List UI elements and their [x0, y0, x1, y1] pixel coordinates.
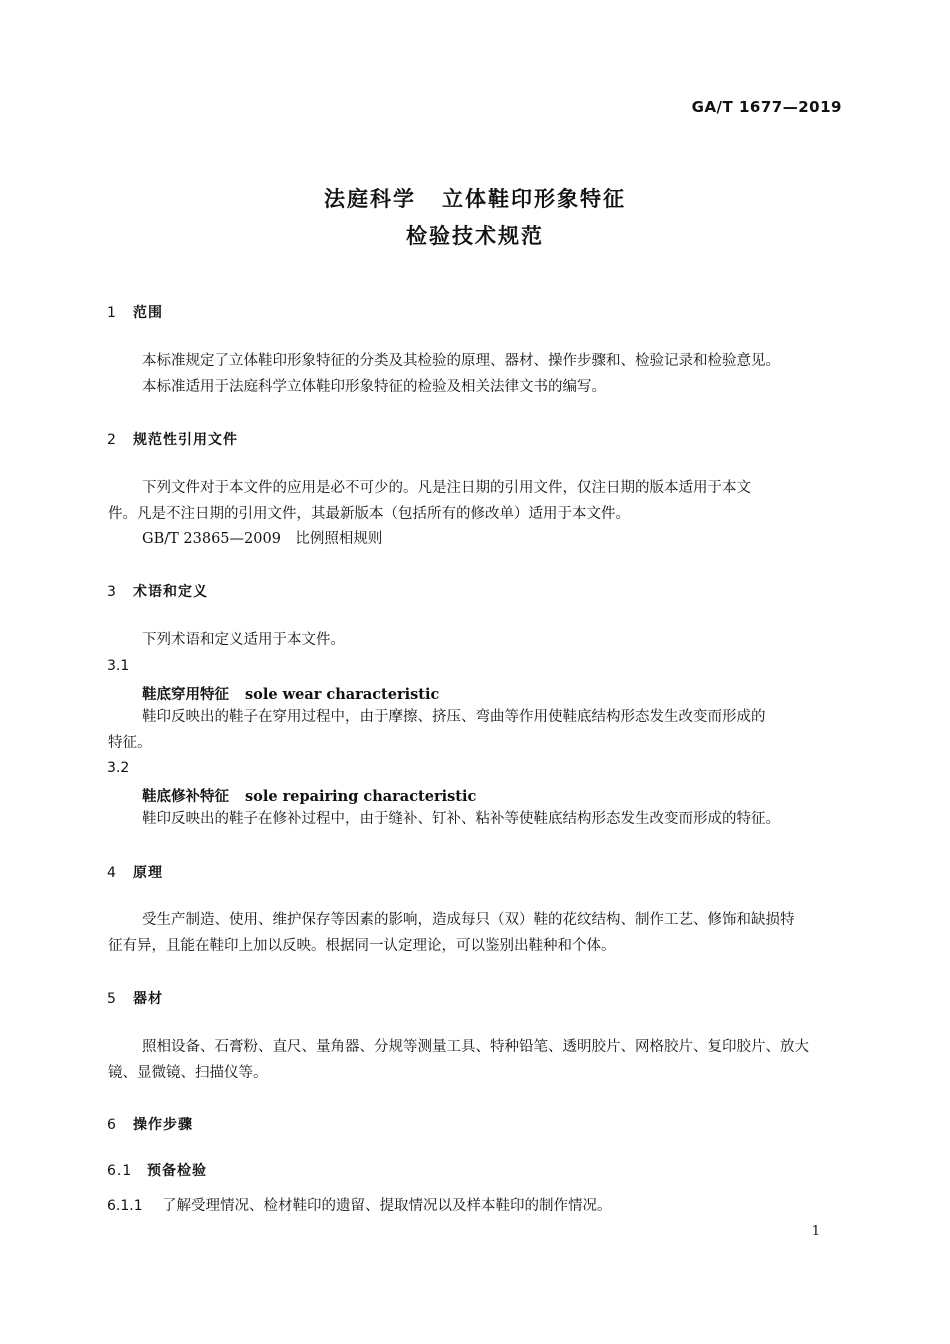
term-definition-line: 特征。 — [108, 735, 152, 751]
section-heading-scope — [107, 302, 163, 322]
term-number: 3.2 — [107, 760, 130, 776]
section-number: 5 — [107, 991, 117, 1007]
term-title — [142, 785, 476, 806]
section-heading-procedure — [107, 1114, 193, 1134]
section-heading-principle — [107, 862, 163, 882]
reference-entry: GB/T 23865—2009 比例照相规则 — [142, 531, 383, 547]
subsection-number: 6.1 — [107, 1163, 133, 1179]
document-title-line1 — [0, 183, 950, 213]
term-title — [142, 683, 439, 704]
paragraph-line: 镜、显微镜、扫描仪等。 — [108, 1065, 268, 1081]
section-number: 6 — [107, 1117, 117, 1133]
section-title: 操作步骤 — [133, 1117, 193, 1133]
term-en: sole repairing characteristic — [245, 788, 477, 805]
clause-number: 6.1.1 — [107, 1198, 143, 1214]
section-number: 1 — [107, 305, 117, 321]
term-number: 3.1 — [107, 658, 130, 674]
clause-text: 了解受理情况、检材鞋印的遗留、提取情况以及样本鞋印的制作情况。 — [162, 1198, 612, 1214]
clause-6-1-1 — [107, 1194, 612, 1215]
term-zh: 鞋底修补特征 — [142, 789, 229, 805]
standard-number: GA/T 1677—2019 — [691, 98, 842, 116]
title-part-b: 立体鞋印形象特征 — [442, 187, 626, 211]
section-number: 2 — [107, 432, 117, 448]
paragraph-line: 件。凡是不注日期的引用文件，其最新版本（包括所有的修改单）适用于本文件。 — [108, 506, 630, 522]
section-title: 规范性引用文件 — [133, 432, 238, 448]
document-title-line2: 检验技术规范 — [406, 224, 544, 248]
subsection-heading-preliminary — [107, 1160, 207, 1180]
section-heading-equipment — [107, 988, 163, 1008]
section-title: 原理 — [133, 865, 163, 881]
section-title: 范围 — [133, 305, 163, 321]
section-number: 4 — [107, 865, 117, 881]
section-heading-terms-definitions — [107, 581, 208, 601]
section-number: 3 — [107, 584, 117, 600]
term-zh: 鞋底穿用特征 — [142, 687, 229, 703]
term-definition: 鞋印反映出的鞋子在修补过程中，由于缝补、钉补、粘补等使鞋底结构形态发生改变而形成的特征。 — [142, 811, 780, 827]
paragraph: 下列术语和定义适用于本文件。 — [142, 632, 345, 648]
title-part-a: 法庭科学 — [324, 187, 416, 211]
paragraph: 本标准适用于法庭科学立体鞋印形象特征的检验及相关法律文书的编写。 — [142, 379, 606, 395]
paragraph-line: 征有异，且能在鞋印上加以反映。根据同一认定理论，可以鉴别出鞋种和个体。 — [108, 938, 616, 954]
paragraph-line: 下列文件对于本文件的应用是必不可少的。凡是注日期的引用文件，仅注日期的版本适用于本文 — [142, 480, 751, 496]
section-title: 术语和定义 — [133, 584, 208, 600]
term-en: sole wear characteristic — [245, 686, 440, 703]
section-heading-normative-references — [107, 429, 238, 449]
paragraph-line: 照相设备、石膏粉、直尺、量角器、分规等测量工具、特种铅笔、透明胶片、网格胶片、复印胶片、放大 — [142, 1039, 809, 1055]
page-number: 1 — [811, 1224, 820, 1239]
section-title: 器材 — [133, 991, 163, 1007]
paragraph: 本标准规定了立体鞋印形象特征的分类及其检验的原理、器材、操作步骤和、检验记录和检验意见。 — [142, 353, 780, 369]
term-definition-line: 鞋印反映出的鞋子在穿用过程中，由于摩擦、挤压、弯曲等作用使鞋底结构形态发生改变而形成的 — [142, 709, 766, 725]
subsection-title: 预备检验 — [147, 1163, 207, 1179]
paragraph-line: 受生产制造、使用、维护保存等因素的影响，造成每只（双）鞋的花纹结构、制作工艺、修饰和缺损特 — [142, 912, 795, 928]
